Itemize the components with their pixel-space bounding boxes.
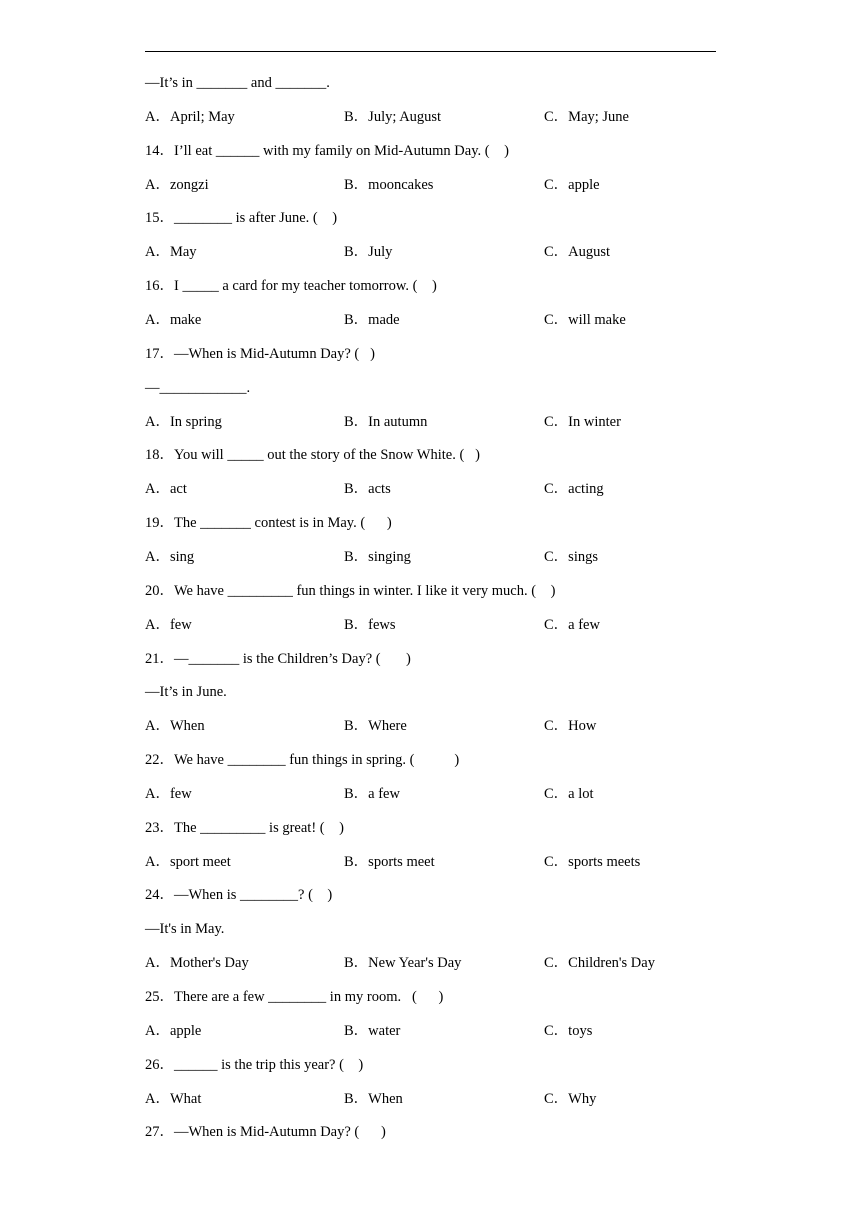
question-text: 18．You will _____ out the story of the Snow White. ( ) xyxy=(145,447,480,464)
option-a: A．Mother's Day xyxy=(145,955,249,972)
question-text: 27．—When is Mid-Autumn Day? ( ) xyxy=(145,1124,386,1141)
option-a: A．April; May xyxy=(145,108,235,125)
option-c: C．Children's Day xyxy=(544,955,655,972)
option-b: B．sports meet xyxy=(344,853,435,870)
question-text: 25．There are a few ________ in my room. ( ) xyxy=(145,989,444,1005)
question-text: 14．I’ll eat ______ with my family on Mid-Autumn Day. ( ) xyxy=(145,142,509,159)
option-b: B．singing xyxy=(344,548,411,565)
option-c: C．acting xyxy=(544,481,604,498)
option-b: B．fews xyxy=(344,616,396,633)
option-a: A．few xyxy=(145,785,192,802)
option-c: C．sports meets xyxy=(544,853,641,870)
option-a: A．When xyxy=(145,718,205,735)
question-text: 20．We have _________ fun things in winter. I like it very much. ( ) xyxy=(145,582,556,599)
option-a: A．apple xyxy=(145,1022,202,1039)
option-b: B．In autumn xyxy=(344,413,428,430)
question-text: —It's in May. xyxy=(145,921,225,938)
option-b: B．acts xyxy=(344,481,391,498)
question-text: 16．I _____ a card for my teacher tomorrow. ( ) xyxy=(145,278,437,295)
question-text: 19．The _______ contest is in May. ( ) xyxy=(145,515,392,531)
question-text: 22．We have ________ fun things in spring. ( ) xyxy=(145,752,460,768)
option-b: B．a few xyxy=(344,785,400,802)
question-text: 17．—When is Mid-Autumn Day? ( ) xyxy=(145,345,375,362)
option-c: C．In winter xyxy=(544,413,621,430)
option-a: A．zongzi xyxy=(145,176,209,193)
option-b: B．Where xyxy=(344,718,407,735)
option-b: B．July xyxy=(344,244,393,261)
option-c: C．a lot xyxy=(544,785,594,802)
option-a: A．sport meet xyxy=(145,853,231,870)
option-c: C．How xyxy=(544,718,597,735)
option-b: B．water xyxy=(344,1022,401,1039)
question-text: 24．—When is ________? ( ) xyxy=(145,887,333,904)
question-text: 21．—_______ is the Children’s Day? ( ) xyxy=(145,650,411,667)
option-c: C．a few xyxy=(544,616,600,633)
option-a: A．In spring xyxy=(145,413,222,430)
option-c: C．sings xyxy=(544,548,598,565)
option-c: C．will make xyxy=(544,312,626,328)
option-a: A．May xyxy=(145,244,197,261)
question-text: —It’s in _______ and _______. xyxy=(145,75,330,91)
option-b: B．When xyxy=(344,1090,403,1107)
option-a: A．sing xyxy=(145,548,195,565)
option-c: C．apple xyxy=(544,176,600,193)
option-c: C．Why xyxy=(544,1090,597,1107)
option-a: A．act xyxy=(145,481,187,498)
question-text: —____________. xyxy=(145,379,251,396)
question-text: 26．______ is the trip this year? ( ) xyxy=(145,1056,364,1073)
option-b: B．mooncakes xyxy=(344,176,434,193)
header-rule xyxy=(145,51,716,52)
question-text: 23．The _________ is great! ( ) xyxy=(145,819,344,836)
option-b: B．July; August xyxy=(344,108,442,125)
option-b: B．New Year's Day xyxy=(344,955,462,972)
option-a: A．make xyxy=(145,312,202,328)
option-c: C．August xyxy=(544,244,611,261)
option-c: C．May; June xyxy=(544,108,629,125)
option-c: C．toys xyxy=(544,1022,593,1039)
option-a: A．few xyxy=(145,616,192,633)
question-text: 15．________ is after June. ( ) xyxy=(145,210,338,227)
question-text: —It’s in June. xyxy=(145,684,227,701)
option-a: A．What xyxy=(145,1090,202,1107)
option-b: B．made xyxy=(344,312,400,328)
